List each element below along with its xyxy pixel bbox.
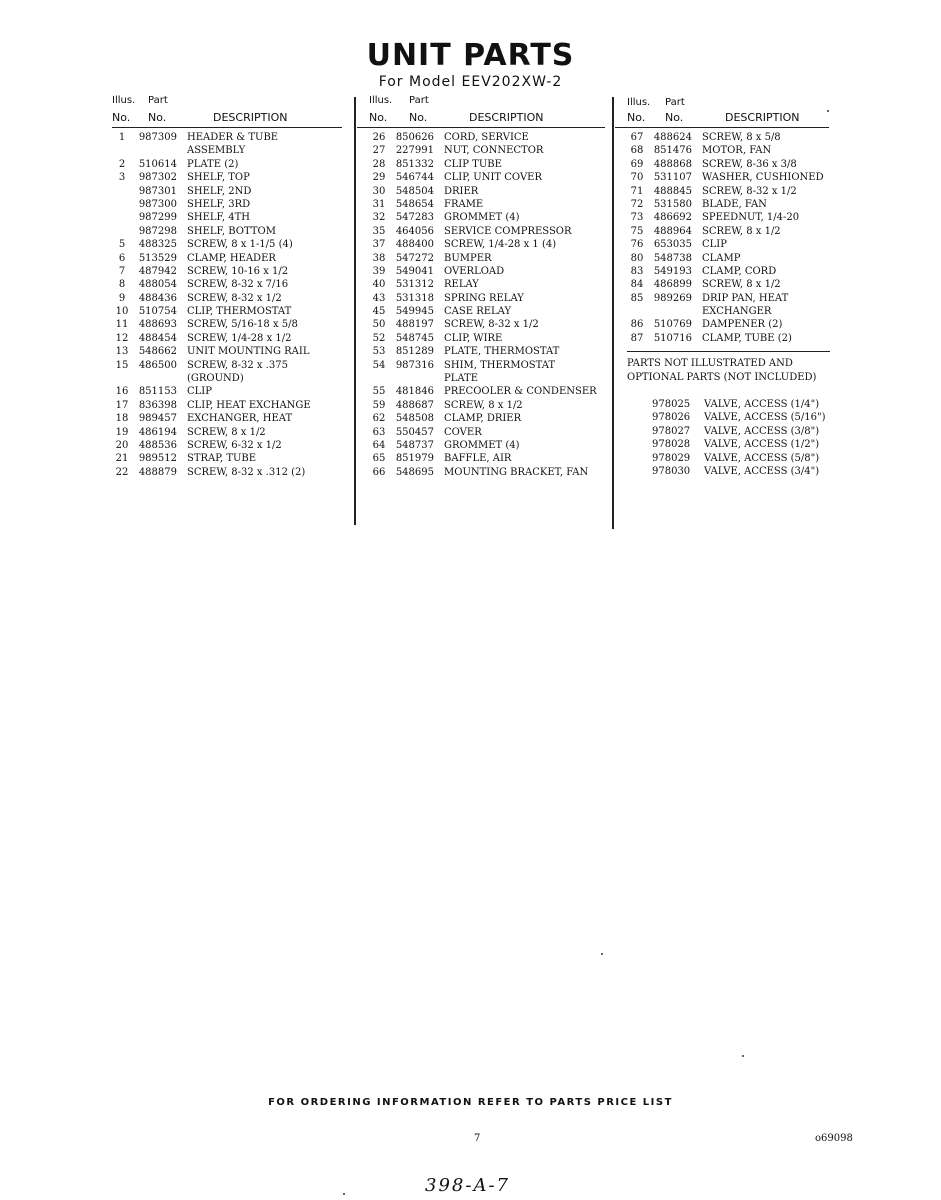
part-description: SCREW, 8-32 x .312 (2) [187,466,306,478]
optional-part-number: 978029 [652,452,691,464]
illus-number: 53 [372,346,386,358]
part-description: CLAMP, CORD [702,265,777,277]
illus-number: 65 [372,453,386,465]
optional-part-description: VALVE, ACCESS (3/8") [704,425,820,437]
handwritten-note: 398-A-7 [425,1175,510,1196]
part-description: SHELF, BOTTOM [187,225,276,237]
part-number: 531318 [395,292,434,304]
part-number: 488845 [653,185,692,197]
illus-number: 28 [372,158,386,170]
part-number: 851332 [395,158,434,170]
optional-parts-note: OPTIONAL PARTS (NOT INCLUDED) [627,372,817,383]
illus-number: 3 [118,172,126,184]
part-number: 548737 [395,439,434,451]
illus-number: 26 [372,132,386,143]
part-number: 464056 [395,225,434,237]
part-number: 510754 [138,306,177,318]
part-number: 548508 [395,413,434,425]
illus-number: 83 [630,265,644,277]
part-number: 653035 [653,239,692,251]
part-number: 851979 [395,453,434,465]
part-description: SHELF, 2ND [187,185,252,197]
part-description: SCREW, 10-16 x 1/2 [187,265,289,277]
part-number: 836398 [138,399,177,411]
part-no-header: No. [148,111,167,124]
part-number: 989457 [138,413,177,425]
optional-part-description: VALVE, ACCESS (5/16") [704,412,826,424]
illus-number: 20 [115,439,129,451]
part-number: 486194 [138,426,177,438]
illus-no-header: No. [369,111,388,124]
illus-number: 10 [115,306,129,318]
part-description: DAMPENER (2) [702,319,783,331]
part-description: SCREW, 1/4-28 x 1 (4) [444,239,557,251]
part-description: CLAMP, HEADER [187,252,276,264]
part-description: BUMPER [444,252,492,264]
illus-number: 73 [630,212,644,224]
illus-number: 40 [372,279,386,291]
illus-number: 52 [372,332,386,344]
illus-number: 19 [115,426,129,438]
part-description: BLADE, FAN [702,198,767,210]
part-number: 547272 [395,252,434,264]
part-number: 488964 [653,225,692,237]
part-description: CLAMP, TUBE (2) [702,332,792,344]
part-number: 488879 [138,466,177,478]
illus-number: 54 [372,359,386,371]
part-description: DRIP PAN, HEAT [702,292,789,304]
optional-part-description: VALVE, ACCESS (1/4") [704,399,820,410]
part-number: 987300 [138,198,177,210]
part-description: CLIP [702,239,727,251]
part-description: CASE RELAY [444,306,512,318]
illus-number: 62 [372,413,386,425]
part-number: 987309 [138,132,177,143]
illus-number: 13 [115,346,129,358]
part-number: 850626 [395,132,434,143]
part-description: SCREW, 8 x 1/2 [187,426,266,438]
not-illustrated-note: PARTS NOT ILLUSTRATED AND [627,358,793,369]
part-number: 510614 [138,158,177,170]
part-number: 486692 [653,212,692,224]
illus-number: 38 [372,252,386,264]
part-description: PLATE (2) [187,158,239,170]
part-number: 486500 [138,359,177,371]
part-number: 488693 [138,319,177,331]
part-number: 548654 [395,198,434,210]
illus-header: Illus. [369,95,393,106]
illus-number: 55 [372,386,386,398]
part-no-header: No. [409,111,428,124]
column-divider-2 [612,97,614,529]
part-number: 549193 [653,265,692,277]
part-number: 488536 [138,439,177,451]
part-number: 488054 [138,279,177,291]
part-description: SCREW, 8 x 1/2 [444,399,523,411]
illus-number: 85 [630,292,644,304]
part-header: Part [148,95,168,106]
part-number: 227991 [395,145,434,157]
part-number: 548745 [395,332,434,344]
part-description: COVER [444,426,482,438]
part-description: SCREW, 8-32 x 1/2 [444,319,539,331]
illus-number: 45 [372,306,386,318]
part-description: HEADER & TUBE [187,132,279,143]
part-description: MOTOR, FAN [702,145,772,157]
illus-number: 80 [630,252,644,264]
part-number: 987301 [138,185,177,197]
part-description: SCREW, 8-36 x 3/8 [702,158,797,170]
part-description: CLAMP [702,252,741,264]
part-description: PLATE [444,373,479,385]
part-number: 546744 [395,172,434,184]
part-number: 547283 [395,212,434,224]
part-description: SCREW, 8-32 x 7/16 [187,279,289,291]
page-number: 7 [474,1133,481,1144]
part-description: WASHER, CUSHIONED [702,172,824,184]
part-header: Part [409,95,429,106]
description-header: DESCRIPTION [469,111,544,124]
column-divider-1 [354,97,356,525]
part-description: UNIT MOUNTING RAIL [187,346,310,358]
part-number: 549945 [395,306,434,318]
illus-number: 27 [372,145,386,157]
illus-number: 1 [118,132,126,143]
illus-number: 5 [118,239,126,251]
optional-part-description: VALVE, ACCESS (1/2") [704,439,820,451]
part-description: SHELF, 3RD [187,198,251,210]
illus-number: 35 [372,225,386,237]
model-subtitle: For Model EEV202XW-2 [378,74,563,90]
illus-number: 71 [630,185,644,197]
part-number: 549041 [395,265,434,277]
ordering-footer: FOR ORDERING INFORMATION REFER TO PARTS PRICE LIST [268,1097,673,1108]
part-description: SCREW, 6-32 x 1/2 [187,439,282,451]
part-description: ASSEMBLY [187,145,246,157]
part-description: SCREW, 1/4-28 x 1/2 [187,332,292,344]
part-description: NUT, CONNECTOR [444,145,544,157]
part-description: CLIP, UNIT COVER [444,172,543,184]
illus-number: 75 [630,225,644,237]
part-description: EXCHANGER, HEAT [187,413,293,425]
illus-number: 31 [372,198,386,210]
illus-no-header: No. [112,111,131,124]
part-number: 488624 [653,132,692,143]
part-number: 851153 [138,386,177,398]
notes-rule [627,351,830,352]
illus-number: 29 [372,172,386,184]
part-number: 987316 [395,359,434,371]
part-description: BAFFLE, AIR [444,453,512,465]
part-description: SCREW, 8-32 x 1/2 [187,292,282,304]
part-description: MOUNTING BRACKET, FAN [444,466,589,478]
header-rule [615,127,829,128]
illus-number: 76 [630,239,644,251]
part-number: 488197 [395,319,434,331]
part-description: DRIER [444,185,479,197]
illus-number: 11 [115,319,129,331]
part-number: 481846 [395,386,434,398]
optional-part-number: 978026 [652,412,691,424]
illus-number: 16 [115,386,129,398]
illus-number: 72 [630,198,644,210]
illus-number: 22 [115,466,129,478]
illus-number: 69 [630,158,644,170]
part-description: CLIP, HEAT EXCHANGE [187,399,311,411]
part-number: 548695 [395,466,434,478]
part-description: SPRING RELAY [444,292,524,304]
optional-part-number: 978028 [652,439,691,451]
illus-number: 66 [372,466,386,478]
part-description: SCREW, 8-32 x .375 [187,359,288,371]
optional-part-description: VALVE, ACCESS (3/4") [704,466,820,477]
part-description: CLIP, WIRE [444,332,503,344]
illus-number: 70 [630,172,644,184]
part-description: SERVICE COMPRESSOR [444,225,572,237]
part-description: SCREW, 8 x 1/2 [702,279,781,291]
part-number: 531312 [395,279,434,291]
part-number: 488687 [395,399,434,411]
illus-number: 86 [630,319,644,331]
part-number: 851289 [395,346,434,358]
illus-number: 30 [372,185,386,197]
part-description: SPEEDNUT, 1/4-20 [702,212,800,224]
part-number: 548738 [653,252,692,264]
part-number: 513529 [138,252,177,264]
illus-number: 21 [115,453,129,465]
illus-number: 39 [372,265,386,277]
illus-number: 6 [118,252,126,264]
part-description: CLIP, THERMOSTAT [187,306,292,318]
part-number: 987298 [138,225,177,237]
illus-number: 8 [118,279,126,291]
part-number: 487942 [138,265,177,277]
part-description: FRAME [444,198,484,210]
illus-number: 67 [630,132,644,143]
illus-number: 7 [118,265,126,277]
optional-part-number: 978030 [652,466,691,477]
part-description: CORD, SERVICE [444,132,529,143]
part-number: 531580 [653,198,692,210]
part-description: GROMMET (4) [444,212,520,224]
part-description: SCREW, 8 x 1-1/5 (4) [187,239,293,251]
illus-number: 32 [372,212,386,224]
illus-number: 63 [372,426,386,438]
part-number: 488325 [138,239,177,251]
part-description: SCREW, 5/16-18 x 5/8 [187,319,298,331]
description-header: DESCRIPTION [725,111,800,124]
illus-number: 18 [115,413,129,425]
part-number: 989269 [653,292,692,304]
part-description: OVERLOAD [444,265,505,277]
part-number: 510716 [653,332,692,344]
part-header: Part [665,97,685,108]
part-description: SHIM, THERMOSTAT [444,359,556,371]
part-number: 548504 [395,185,434,197]
illus-number: 43 [372,292,386,304]
part-number: 486899 [653,279,692,291]
illus-number: 2 [118,158,126,170]
optional-part-description: VALVE, ACCESS (5/8") [704,452,820,464]
scan-speck [601,953,603,955]
part-number: 488400 [395,239,434,251]
page-title: UNIT PARTS [366,38,575,73]
document-number: o69098 [815,1133,853,1144]
part-number: 989512 [138,453,177,465]
part-number: 550457 [395,426,434,438]
scan-speck [827,110,829,112]
part-description: CLIP TUBE [444,158,502,170]
part-description: PRECOOLER & CONDENSER [444,386,597,398]
illus-header: Illus. [627,97,651,108]
part-description: EXCHANGER [702,306,772,318]
part-number: 987302 [138,172,177,184]
part-description: SCREW, 8-32 x 1/2 [702,185,797,197]
part-description: SCREW, 8 x 1/2 [702,225,781,237]
part-description: (GROUND) [187,373,244,385]
illus-number: 84 [630,279,644,291]
illus-header: Illus. [112,95,136,106]
illus-number: 15 [115,359,129,371]
part-description: STRAP, TUBE [187,453,257,465]
illus-number: 37 [372,239,386,251]
part-number: 510769 [653,319,692,331]
part-number: 987299 [138,212,177,224]
part-description: CLAMP, DRIER [444,413,522,425]
part-description: PLATE, THERMOSTAT [444,346,560,358]
part-description: SHELF, 4TH [187,212,251,224]
part-description: CLIP [187,386,212,398]
optional-part-number: 978025 [652,399,691,410]
part-no-header: No. [665,111,684,124]
scan-speck [343,1193,345,1195]
part-number: 548662 [138,346,177,358]
illus-number: 50 [372,319,386,331]
illus-number: 9 [118,292,126,304]
part-number: 488436 [138,292,177,304]
header-rule [112,127,342,128]
optional-part-number: 978027 [652,425,691,437]
part-description: SHELF, TOP [187,172,250,184]
part-number: 851476 [653,145,692,157]
illus-number: 64 [372,439,386,451]
part-number: 488454 [138,332,177,344]
scan-speck [742,1055,744,1057]
part-number: 488868 [653,158,692,170]
illus-number: 12 [115,332,129,344]
part-description: SCREW, 8 x 5/8 [702,132,781,143]
illus-number: 17 [115,399,129,411]
illus-no-header: No. [627,111,646,124]
part-description: RELAY [444,279,479,291]
part-number: 531107 [653,172,692,184]
part-description: GROMMET (4) [444,439,520,451]
illus-number: 59 [372,399,386,411]
illus-number: 68 [630,145,644,157]
illus-number: 87 [630,332,644,344]
header-rule [357,127,605,128]
description-header: DESCRIPTION [213,111,288,124]
